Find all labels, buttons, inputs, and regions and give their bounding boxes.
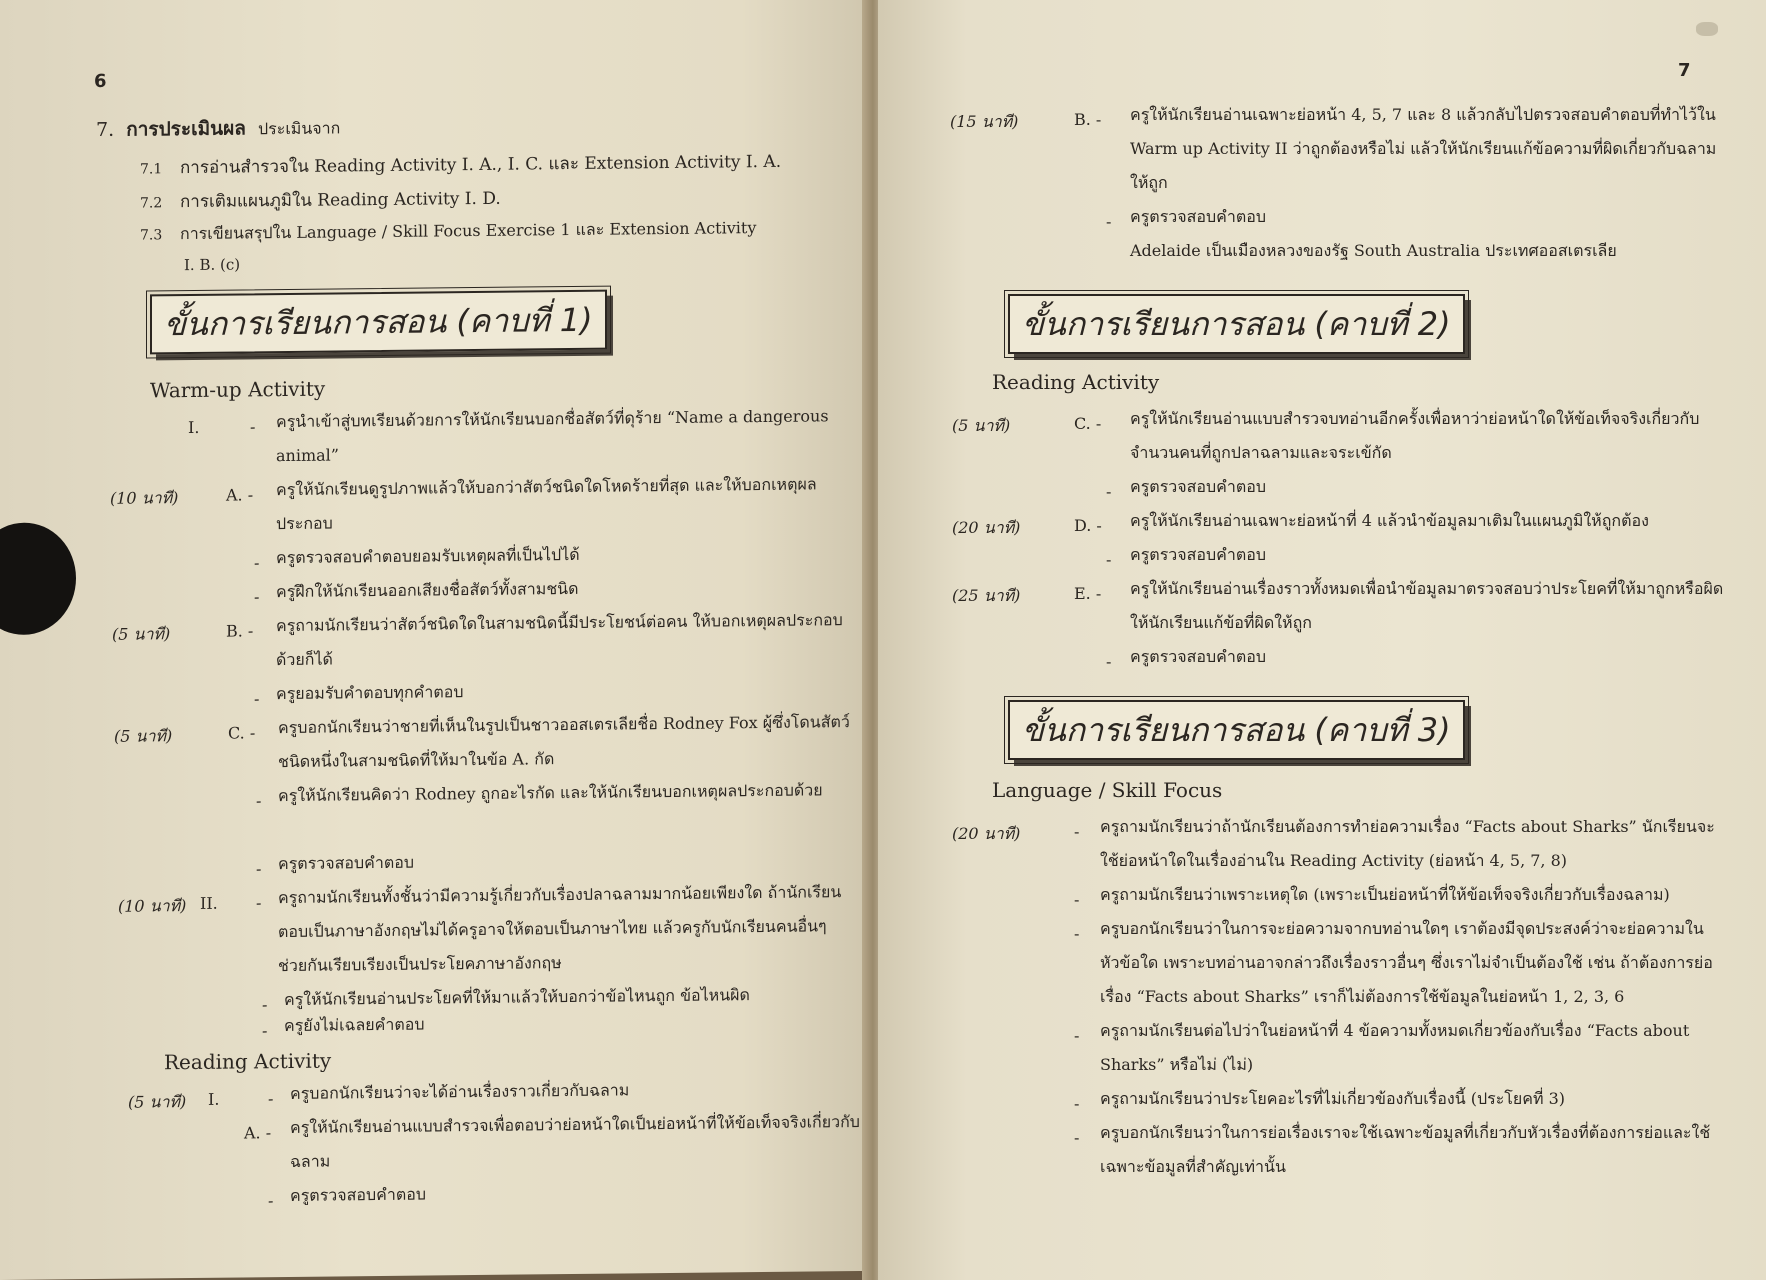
item-text: การเติมแผนภูมิใน Reading Activity I. D.: [180, 188, 501, 213]
warmup-item-text: ครูบอกนักเรียนว่าชายที่เห็นในรูปเป็นชาวออสเตรเลียชื่อ Rodney Fox ผู้ซึ่งโดนสัตว์ชนิดหนึ่งในสามชนิดที่ให้มาในข้อ A. กัด: [278, 712, 850, 772]
reading-item-text: ครูให้นักเรียนอ่านเฉพาะย่อหน้าที่ 4 แล้วนำข้อมูลมาเติมในแผนภูมิให้ถูกต้อง: [1130, 511, 1649, 530]
warmup-item-text: ครูตรวจสอบคำตอบ: [278, 852, 415, 874]
item-dash: -: [254, 553, 260, 573]
item-dash: -: [268, 1191, 274, 1211]
item-label: A. -: [244, 1123, 272, 1143]
time-label: (15 นาที): [950, 112, 1019, 131]
item-dash: -: [256, 791, 262, 811]
language-item-text: ครูบอกนักเรียนว่าในการย่อเรื่องเราจะใช้เฉพาะข้อมูลที่เกี่ยวกับหัวเรื่องที่ต้องการย่อและใช้เฉพาะข้อมูลที่สำคัญเท่านั้น: [1100, 1123, 1711, 1176]
time-label: (5 นาที): [128, 1092, 187, 1112]
reading-item-text: ครูตรวจสอบคำตอบ: [1130, 647, 1267, 666]
item-label: A. -: [226, 485, 254, 505]
item-label: I.: [188, 417, 200, 438]
time-label: (10 นาที): [118, 896, 187, 916]
evaluation-number: 7.: [96, 118, 115, 141]
item-dash: -: [262, 995, 268, 1015]
page-number-right: 7: [1678, 60, 1691, 81]
time-label: (20 นาที): [952, 518, 1021, 537]
reading-item-text: ครูให้นักเรียนอ่านแบบสำรวจเพื่อตอบว่าย่อหน้าใดเป็นย่อหน้าที่ให้ข้อเท็จจริงเกี่ยวกับฉลาม: [290, 1111, 860, 1171]
reading-item-text: ครูให้นักเรียนอ่านแบบสำรวจบทอ่านอีกครั้งเพื่อหาว่าย่อหน้าใดให้ข้อเท็จจริงเกี่ยวกับจำนวนคนที่ถูกปลาฉลามและจระเข้กัด: [1130, 409, 1700, 462]
time-label: (5 นาที): [112, 624, 171, 644]
item-dash: -: [1074, 924, 1080, 943]
item-dash: -: [254, 587, 260, 607]
item-dash: -: [254, 689, 260, 709]
language-item-text: ครูถามนักเรียนว่าประโยคอะไรที่ไม่เกี่ยวข้องกับเรื่องนี้ (ประโยคที่ 3): [1100, 1089, 1566, 1108]
evaluation-item: [140, 216, 756, 247]
item-dash: -: [256, 893, 262, 913]
right-page: [878, 0, 1766, 1280]
reading-title-right: Reading Activity: [992, 370, 1160, 394]
evaluation-title: การประเมินผล: [126, 117, 246, 141]
item-number: 7.1: [140, 161, 163, 178]
time-label: (5 นาที): [952, 416, 1011, 435]
time-label: (5 นาที): [114, 726, 173, 746]
item-number: 7.3: [140, 227, 163, 244]
item-label: II.: [200, 893, 218, 913]
time-label: (20 นาที): [952, 824, 1021, 843]
reading-item-text: ครูบอกนักเรียนว่าจะได้อ่านเรื่องราวเกี่ยวกับฉลาม: [290, 1080, 630, 1103]
top-item-text: ครูให้นักเรียนอ่านเฉพาะย่อหน้า 4, 5, 7 และ 8 แล้วกลับไปตรวจสอบคำตอบที่ทำไว้ใน Warm up Activity II ว่าถูกต้องหรือไม่ แล้วให้นักเรียนแก้ข้อความที่ผิดเกี่ยวกับฉลามให้ถูก: [1130, 105, 1717, 192]
language-item-text: ครูถามนักเรียนว่าถ้านักเรียนต้องการทำย่อความเรื่อง “Facts about Sharks” นักเรียนจะใช้ย่อหน้าใดในเรื่องอ่านใน Reading Activity (ย่อหน้า 4, 5, 7, 8): [1100, 817, 1715, 870]
item-dash: -: [256, 859, 262, 879]
warmup-title: Warm-up Activity: [150, 376, 326, 403]
warmup-item-text: ครูยังไม่เฉลยคำตอบ: [284, 1014, 425, 1036]
evaluation-item: [140, 185, 501, 216]
item-dash: -: [250, 417, 256, 437]
warmup-item-text: ครูถามนักเรียนว่าสัตว์ชนิดใดในสามชนิดนี้มีประโยชน์ต่อคน ให้บอกเหตุผลประกอบด้วยก็ได้: [276, 610, 843, 670]
language-item-text: ครูถามนักเรียนว่าเพราะเหตุใด (เพราะเป็นย่อหน้าที่ให้ข้อเท็จจริงเกี่ยวกับเรื่องฉลาม): [1100, 885, 1670, 904]
item-label: C. -: [228, 723, 256, 743]
evaluation-item-continuation: I. B. (c): [184, 255, 241, 275]
language-item-text: ครูบอกนักเรียนว่าในการจะย่อความจากบทอ่านใดๆ เราต้องมีจุดประสงค์ว่าจะย่อความในหัวข้อใด เพราะบทอ่านอาจกล่าวถึงเรื่องราวอื่นๆ ซึ่งเราไม่จำเป็นต้องใช้ เช่น ถ้าต้องการย่อเรื่อง “Facts about Sharks” เราก็ไม่ต้องการใช้ข้อมูลในย่อหน้า 1, 2, 3, 6: [1100, 919, 1713, 1006]
warmup-item-text: ครูถามนักเรียนทั้งชั้นว่ามีความรู้เกี่ยวกับเรื่องปลาฉลามมากน้อยเพียงใด ถ้านักเรียนตอบเป็นภาษาอังกฤษไม่ได้ครูอาจให้ตอบเป็นภาษาไทย แล้วครูกับนักเรียนคนอื่นๆ ช่วยกันเรียบเรียงเป็นประโยคภาษาอังกฤษ: [278, 882, 842, 976]
item-dash: -: [1074, 890, 1080, 909]
item-label: D. -: [1074, 516, 1102, 535]
top-item-text: ครูตรวจสอบคำตอบ: [1130, 207, 1267, 226]
item-dash: -: [1074, 1026, 1080, 1045]
language-item-text: ครูถามนักเรียนต่อไปว่าในย่อหน้าที่ 4 ข้อความทั้งหมดเกี่ยวข้องกับเรื่อง “Facts about Sharks” หรือไม่ (ไม่): [1100, 1021, 1690, 1074]
lesson-heading-period-2: ขั้นการเรียนการสอน (คาบที่ 2): [1008, 294, 1465, 354]
warmup-item-text: ครูตรวจสอบคำตอบยอมรับเหตุผลที่เป็นไปได้: [276, 544, 580, 568]
lesson-heading-period-3: ขั้นการเรียนการสอน (คาบที่ 3): [1008, 700, 1465, 760]
item-label: B. -: [1074, 110, 1102, 129]
item-dash: -: [1106, 212, 1112, 231]
item-text: การอ่านสำรวจใน Reading Activity I. A., I. C. และ Extension Activity I. A.: [180, 151, 782, 179]
item-label: B. -: [226, 621, 254, 641]
item-dash: -: [1074, 1094, 1080, 1113]
item-label: I.: [208, 1089, 220, 1109]
time-label: (25 นาที): [952, 586, 1021, 605]
item-dash: -: [1106, 482, 1112, 501]
reading-item-text: ครูตรวจสอบคำตอบ: [1130, 477, 1267, 496]
item-dash: -: [1106, 550, 1112, 569]
evaluation-subtitle: ประเมินจาก: [257, 118, 341, 139]
reading-item-text: ครูให้นักเรียนอ่านเรื่องราวทั้งหมดเพื่อนำข้อมูลมาตรวจสอบว่าประโยคที่ให้มาถูกหรือผิด ให้นักเรียนแก้ข้อที่ผิดให้ถูก: [1130, 579, 1724, 632]
time-label: (10 นาที): [110, 488, 179, 508]
page-stain: [1696, 22, 1718, 36]
evaluation-heading: [96, 112, 340, 145]
page-number-left: 6: [94, 70, 107, 93]
item-text: การเขียนสรุปใน Language / Skill Focus Exercise 1 และ Extension Activity: [180, 218, 757, 244]
item-number: 7.2: [140, 195, 163, 212]
language-title: Language / Skill Focus: [992, 778, 1223, 802]
warmup-item-text: ครูให้นักเรียนดูรูปภาพแล้วให้บอกว่าสัตว์ชนิดใดโหดร้ายที่สุด และให้บอกเหตุผลประกอบ: [276, 474, 817, 534]
warmup-item-text: ครูฝึกให้นักเรียนออกเสียงชื่อสัตว์ทั้งสามชนิด: [276, 578, 579, 602]
evaluation-item: [140, 148, 781, 182]
reading-item-text: ครูตรวจสอบคำตอบ: [290, 1184, 427, 1205]
warmup-item-text: ครูให้นักเรียนคิดว่า Rodney ถูกอะไรกัด และให้นักเรียนบอกเหตุผลประกอบด้วย: [278, 780, 823, 806]
item-dash: -: [262, 1021, 268, 1041]
lesson-heading-period-1: ขั้นการเรียนการสอน (คาบที่ 1): [150, 290, 607, 355]
warmup-item-text: ครูให้นักเรียนอ่านประโยคที่ให้มาแล้วให้บอกว่าข้อไหนถูก ข้อไหนผิด: [284, 985, 750, 1010]
top-item-note: Adelaide เป็นเมืองหลวงของรัฐ South Australia ประเทศออสเตรเลีย: [1130, 241, 1617, 260]
left-page: [0, 0, 872, 1280]
item-dash: -: [1106, 652, 1112, 671]
item-dash: -: [1074, 1128, 1080, 1147]
reading-item-text: ครูตรวจสอบคำตอบ: [1130, 545, 1267, 564]
warmup-item-text: ครูยอมรับคำตอบทุกคำตอบ: [276, 682, 464, 704]
binder-hole: [0, 522, 76, 635]
item-label: E. -: [1074, 584, 1102, 603]
item-label: C. -: [1074, 414, 1102, 433]
item-dash: -: [1074, 822, 1080, 841]
warmup-item-text: ครูนำเข้าสู่บทเรียนด้วยการให้นักเรียนบอกชื่อสัตว์ที่ดุร้าย “Name a dangerous animal”: [276, 406, 829, 466]
item-dash: -: [268, 1089, 274, 1109]
reading-title: Reading Activity: [164, 1048, 332, 1075]
